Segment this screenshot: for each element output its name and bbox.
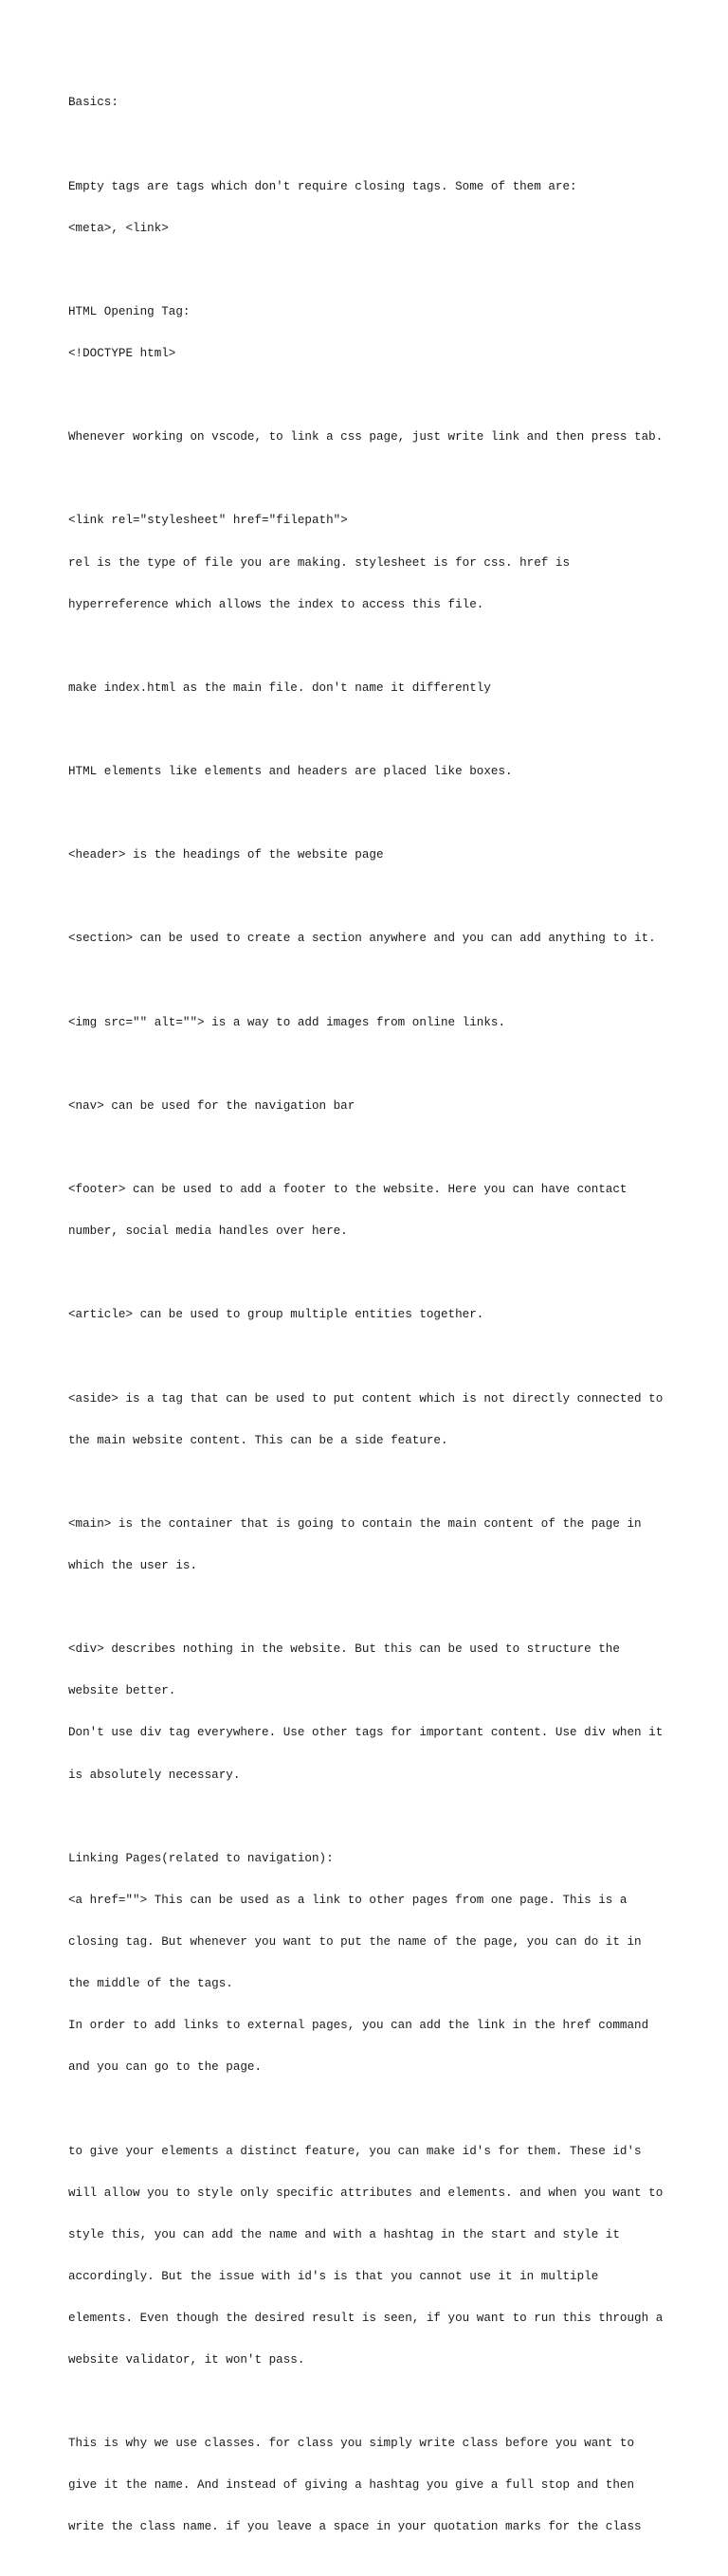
text-line: This is why we use classes. for class you simply write class before you want to — [68, 2437, 635, 2451]
text-line: elements. Even though the desired result is seen, if you want to run this through a — [68, 2311, 664, 2325]
paragraph-classes — [68, 2409, 675, 2563]
text-line: closing tag. But whenever you want to put the name of the page, you can do it in — [68, 1934, 642, 1949]
paragraph-aside-tag — [68, 1364, 675, 1476]
text-line: number, social media handles over here. — [68, 1225, 348, 1239]
text-line: accordingly. But the issue with id's is that you cannot use it in multiple — [68, 2269, 599, 2283]
paragraph-ids — [68, 2116, 675, 2395]
text-line: <img src="" alt=""> is a way to add images from online links. — [68, 1015, 506, 1029]
text-line: style this, you can add the name and with a hashtag in the start and style it — [68, 2227, 620, 2241]
text-line: hyperreference which allows the index to access this file. — [68, 597, 484, 611]
paragraph-link-stylesheet — [68, 486, 675, 640]
paragraph-main-tag — [68, 1490, 675, 1602]
text-line: <meta>, <link> — [68, 221, 169, 235]
text-line: and you can go to the page. — [68, 2060, 263, 2075]
text-line: In order to add links to external pages, you can add the link in the href command — [68, 2019, 649, 2033]
text-line: <footer> can be used to add a footer to the website. Here you can have contact — [68, 1183, 628, 1197]
paragraph-header-tag — [68, 821, 675, 891]
paragraph-div-tag — [68, 1615, 675, 1810]
text-line: <nav> can be used for the navigation bar — [68, 1098, 355, 1113]
text-line: <header> is the headings of the website page — [68, 848, 384, 862]
text-line: give it the name. And instead of giving a hashtag you give a full stop and then — [68, 2478, 635, 2493]
paragraph-nav-tag — [68, 1071, 675, 1141]
text-line: HTML elements like elements and headers are placed like boxes. — [68, 765, 513, 779]
text-line: <aside> is a tag that can be used to put content which is not directly connected to — [68, 1391, 664, 1406]
text-line: <article> can be used to group multiple entities together. — [68, 1308, 484, 1322]
paragraph-html-opening-tag — [68, 278, 675, 390]
text-line: <div> describes nothing in the website. But this can be used to structure the — [68, 1642, 620, 1657]
paragraph-article-tag — [68, 1280, 675, 1351]
text-line: write the class name. if you leave a space in your quotation marks for the class — [68, 2520, 642, 2534]
text-line: Empty tags are tags which don't require closing tags. Some of them are: — [68, 179, 577, 193]
text-line: <main> is the container that is going to contain the main content of the page in — [68, 1516, 642, 1531]
text-line: will allow you to style only specific attributes and elements. and when you want to — [68, 2186, 664, 2200]
paragraph-vscode-link — [68, 403, 675, 473]
text-line: Basics: — [68, 96, 118, 110]
text-line: which the user is. — [68, 1559, 198, 1573]
text-line: Whenever working on vscode, to link a css page, just write link and then press tab. — [68, 430, 664, 444]
text-line: <section> can be used to create a section anywhere and you can add anything to it. — [68, 932, 656, 946]
document-page — [68, 68, 675, 2576]
paragraph-index-html — [68, 653, 675, 723]
text-line: make index.html as the main file. don't name it differently — [68, 680, 491, 695]
text-line: is absolutely necessary. — [68, 1768, 241, 1782]
text-line: the middle of the tags. — [68, 1977, 233, 1991]
text-line: HTML Opening Tag: — [68, 304, 191, 318]
text-line: website validator, it won't pass. — [68, 2353, 305, 2367]
text-line: Linking Pages(related to navigation): — [68, 1851, 334, 1865]
text-line: rel is the type of file you are making. stylesheet is for css. href is — [68, 555, 571, 570]
paragraph-empty-tags — [68, 152, 675, 263]
paragraph-img-tag — [68, 988, 675, 1058]
text-line: website better. — [68, 1684, 176, 1698]
text-line: <link rel="stylesheet" href="filepath"> — [68, 514, 348, 528]
paragraph-section-tag — [68, 904, 675, 974]
text-line: Don't use div tag everywhere. Use other tags for important content. Use div when it — [68, 1726, 664, 1740]
text-line: <!DOCTYPE html> — [68, 347, 176, 361]
text-line: the main website content. This can be a side feature. — [68, 1433, 448, 1447]
text-line: <a href=""> This can be used as a link to other pages from one page. This is a — [68, 1893, 628, 1907]
paragraph-basics-heading — [68, 68, 675, 138]
paragraph-footer-tag — [68, 1155, 675, 1267]
paragraph-linking-pages — [68, 1823, 675, 2102]
text-line: to give your elements a distinct feature, you can make id's for them. These id's — [68, 2144, 642, 2158]
paragraph-html-elements — [68, 737, 675, 807]
